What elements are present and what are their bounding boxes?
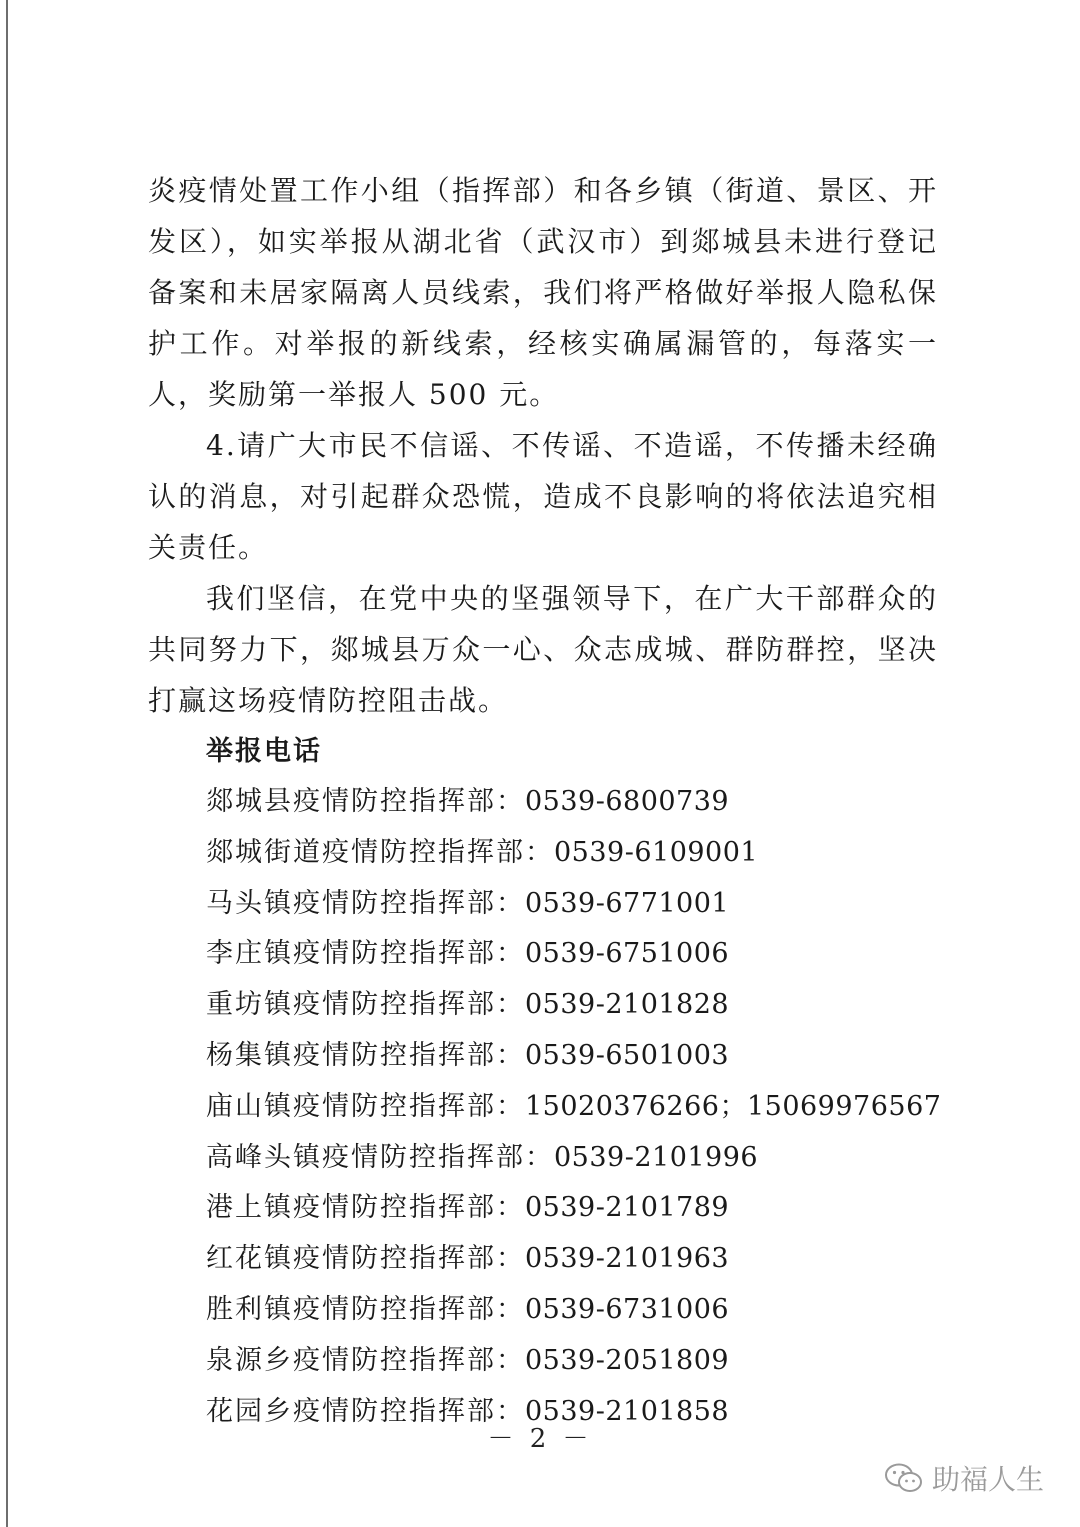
hotline-item (206, 1082, 942, 1133)
hotline-phone-number: 0539-6751006 (525, 938, 730, 970)
hotline-phone-number: 0539-2101789 (525, 1192, 730, 1224)
hotline-unit-name: 胜利镇疫情防控指挥部： (206, 1293, 525, 1325)
hotline-unit-name: 杨集镇疫情防控指挥部： (206, 1039, 525, 1071)
hotline-item (206, 929, 938, 980)
hotline-item (206, 1336, 938, 1387)
hotline-unit-name: 红花镇疫情防控指挥部： (206, 1243, 525, 1275)
hotline-item (206, 828, 938, 879)
hotline-unit-name: 泉源乡疫情防控指挥部： (206, 1344, 525, 1376)
hotline-phone-number: 15020376266；15069976567 (525, 1090, 942, 1122)
paragraph-rumor-warning: 4.请广大市民不信谣、不传谣、不造谣，不传播未经确认的消息，对引起群众恐慌，造成不良影响的将依法追究相关责任。 (148, 429, 938, 564)
hotline-unit-name: 高峰头镇疫情防控指挥部： (206, 1141, 554, 1173)
document-page (148, 165, 942, 1437)
hotline-item (206, 1234, 938, 1285)
hotline-unit-name: 郯城街道疫情防控指挥部： (206, 836, 554, 868)
hotline-item (206, 1183, 938, 1234)
hotline-phone-number: 0539-6109001 (554, 836, 759, 868)
hotline-phone-number: 0539-6731006 (525, 1293, 730, 1325)
hotline-item (206, 1285, 938, 1336)
hotline-item (206, 879, 938, 930)
wechat-icon (884, 1462, 924, 1494)
watermark (884, 1458, 1044, 1498)
hotline-heading: 举报电话 (206, 736, 322, 767)
hotline-item (206, 777, 938, 828)
page-left-border (6, 0, 8, 1527)
hotline-unit-name: 马头镇疫情防控指挥部： (206, 887, 525, 919)
hotline-unit-name: 李庄镇疫情防控指挥部： (206, 938, 525, 970)
hotline-unit-name: 港上镇疫情防控指挥部： (206, 1192, 525, 1224)
hotline-unit-name: 郯城县疫情防控指挥部： (206, 786, 525, 817)
paragraph-closing-statement: 我们坚信，在党中央的坚强领导下，在广大干部群众的共同努力下，郯城县万众一心、众志成城、群防群控，坚决打赢这场疫情防控阻击战。 (148, 582, 938, 717)
hotline-phone-number: 0539-2101996 (554, 1141, 759, 1173)
hotline-unit-name: 花园乡疫情防控指挥部： (206, 1395, 525, 1427)
hotline-phone-number: 0539-2101858 (525, 1395, 730, 1427)
paragraph-report-clues: 炎疫情处置工作小组（指挥部）和各乡镇（街道、景区、开发区），如实举报从湖北省（武汉市）到郯城县未进行登记备案和未居家隔离人员线索，我们将严格做好举报人隐私保护工作。对举报的新线索，经核实确属漏管的，每落实一人，奖励第一举报人 500 元。 (148, 174, 938, 411)
hotline-phone-number: 0539-6501003 (525, 1039, 730, 1071)
watermark-text: 助福人生 (931, 1463, 1044, 1496)
hotline-phone-number: 0539-6800739 (525, 786, 730, 817)
hotline-phone-number: 0539-2051809 (525, 1344, 730, 1376)
hotline-phone-number: 0539-2101963 (525, 1243, 730, 1275)
hotline-unit-name: 重坊镇疫情防控指挥部： (206, 989, 525, 1021)
hotline-item (206, 1031, 938, 1082)
hotline-phone-number: 0539-6771001 (525, 887, 730, 919)
hotline-list (148, 777, 942, 1437)
hotline-item (206, 1133, 938, 1184)
hotline-phone-number: 0539-2101828 (525, 989, 730, 1021)
hotline-unit-name: 庙山镇疫情防控指挥部： (206, 1090, 525, 1122)
hotline-item (206, 980, 938, 1031)
page-number: － 2 － (487, 1424, 593, 1454)
